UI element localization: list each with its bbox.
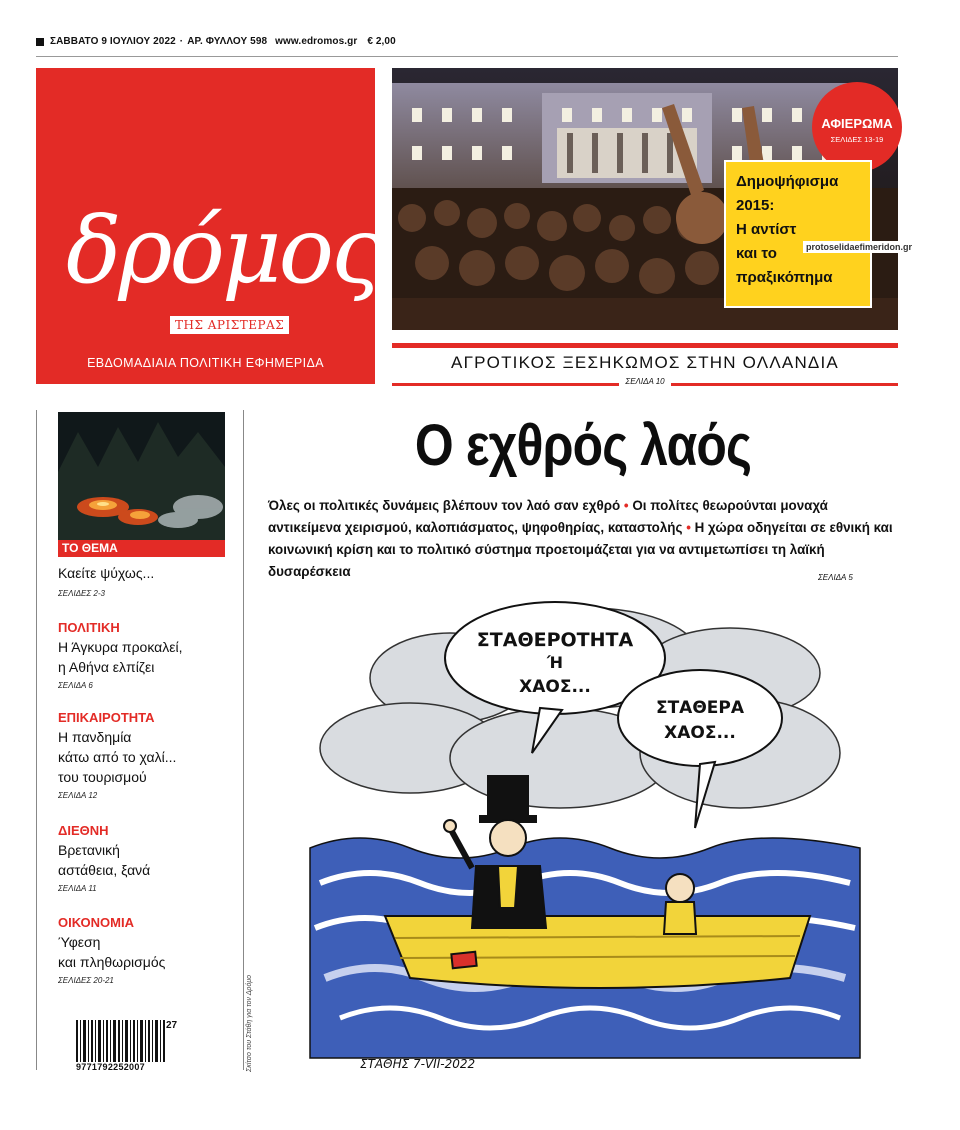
feature-line: Η αντίστ bbox=[736, 221, 797, 238]
issue-date: ΣΑΒΒΑΤΟ 9 ΙΟΥΛΙΟΥ 2022 bbox=[50, 36, 176, 47]
newspaper-logo[interactable]: δρόμος bbox=[66, 197, 380, 304]
lede-part: Όλες οι πολιτικές δυνάμεις βλέπουν τον λαό σαν εχθρό bbox=[268, 498, 621, 513]
feature-line: πραξικόπημα bbox=[736, 269, 833, 286]
referendum-feature-box[interactable] bbox=[724, 160, 872, 308]
story-title: του τουρισμού bbox=[58, 769, 147, 785]
section-label: ΔΙΕΘΝΗ bbox=[58, 823, 109, 838]
story-title: η Αθήνα ελπίζει bbox=[58, 659, 155, 675]
bullet-dot-icon: • bbox=[623, 498, 633, 513]
main-lede bbox=[268, 495, 898, 583]
cartoon-signature: ΣΤΑΘΗΣ 7-VII-2022 bbox=[360, 1057, 476, 1071]
section-label: ΟΙΚΟΝΟΜΙΑ bbox=[58, 915, 134, 930]
kicker-page: ΣΕΛΙΔΑ 10 bbox=[392, 377, 898, 386]
story-title: Καείτε ψύχως... bbox=[58, 565, 155, 581]
feature-line: και το bbox=[736, 245, 777, 262]
divider bbox=[36, 56, 898, 57]
badge-pages: ΣΕΛΙΔΕΣ 13-19 bbox=[830, 135, 884, 144]
issue-code: 27 bbox=[166, 1020, 178, 1031]
badge-title: ΑΦΙΕΡΩΜΑ bbox=[821, 116, 893, 131]
square-bullet-icon bbox=[36, 38, 44, 46]
price: € 2,00 bbox=[367, 36, 396, 47]
watermark: protoselidaefimeridon.gr bbox=[803, 241, 915, 253]
story-pages: ΣΕΛΙΔΕΣ 2-3 bbox=[58, 589, 105, 598]
sidebar-item-economy[interactable] bbox=[58, 915, 238, 985]
section-label: ΠΟΛΙΤΙΚΗ bbox=[58, 620, 120, 635]
story-title: Η Άγκυρα προκαλεί, bbox=[58, 639, 183, 655]
feature-line: Δημοψήφισμα bbox=[736, 173, 839, 190]
bullet-dot-icon: • bbox=[686, 520, 695, 535]
story-title: και πληθωρισμός bbox=[58, 954, 166, 970]
masthead-tagline: ΕΒΔΟΜΑΔΙΑΙΑ ΠΟΛΙΤΙΚΗ ΕΦΗΜΕΡΙΔΑ bbox=[87, 356, 324, 370]
story-pages: ΣΕΛΙΔΑ 12 bbox=[58, 791, 98, 800]
cartoon-credit: Σκίτσο του Στάθη για τον Δρόμο bbox=[246, 974, 253, 1072]
story-title: Βρετανική bbox=[58, 842, 120, 858]
lede-page: ΣΕΛΙΔΑ 5 bbox=[818, 573, 853, 582]
theme-label: ΤΟ ΘΕΜΑ bbox=[58, 540, 225, 557]
political-cartoon[interactable] bbox=[300, 598, 870, 1078]
barcode-number: 9771792252007 bbox=[76, 1062, 145, 1072]
issue-number: ΑΡ. ΦΥΛΛΟΥ 598 bbox=[187, 36, 268, 47]
sidebar-item-theme[interactable] bbox=[58, 563, 238, 598]
divider bbox=[392, 343, 898, 348]
bubble-text: ΧΑΟΣ... bbox=[519, 677, 591, 697]
story-pages: ΣΕΛΙΔΑ 11 bbox=[58, 884, 97, 893]
lede-part: Η χώρα οδηγείται σε εθνική και κοινωνική κρίση και το πολιτικό σύστημα προετοιμάζεται για να αντιμετωπίσει τη λαϊκή δυσαρέσκεια bbox=[268, 520, 893, 579]
kicker-headline[interactable]: ΑΓΡΟΤΙΚΟΣ ΞΕΣΗΚΩΜΟΣ ΣΤΗΝ ΟΛΛΑΝΔΙΑ bbox=[451, 353, 839, 372]
sidebar-item-politics[interactable] bbox=[58, 620, 238, 690]
story-title: Η πανδημία bbox=[58, 729, 132, 745]
story-pages: ΣΕΛΙΔΕΣ 20-21 bbox=[58, 976, 114, 985]
story-title: αστάθεια, ξανά bbox=[58, 862, 151, 878]
top-info-strip bbox=[36, 36, 396, 47]
tribute-badge[interactable] bbox=[812, 82, 902, 172]
logo-subtitle: ΤΗΣ ΑΡΙΣΤΕΡΑΣ bbox=[170, 316, 289, 334]
bubble-text: ΣΤΑΘΕΡΟΤΗΤΑ bbox=[476, 629, 634, 651]
sidebar-item-international[interactable] bbox=[58, 823, 238, 893]
wildfire-photo[interactable] bbox=[58, 412, 225, 540]
bubble-text: Ή bbox=[546, 653, 564, 672]
sidebar-item-current-affairs[interactable] bbox=[58, 710, 238, 800]
lede-part: Οι πολίτες θεωρούνται μοναχά αντικείμενα χειρισμού, καλοπιάσματος, ψηφοθηρίας, καταστολής bbox=[268, 498, 828, 535]
website-link[interactable]: www.edromos.gr bbox=[275, 36, 358, 47]
separator: · bbox=[179, 36, 184, 47]
wildfire-illustration bbox=[58, 412, 225, 540]
barcode bbox=[76, 1020, 166, 1062]
feature-line: 2015: bbox=[736, 197, 775, 214]
story-title: κάτω από το χαλί... bbox=[58, 749, 177, 765]
bubble-text: ΣΤΑΘΕΡΑ bbox=[655, 698, 745, 718]
bubble-text: ΧΑΟΣ... bbox=[664, 723, 736, 743]
section-label: ΕΠΙΚΑΙΡΟΤΗΤΑ bbox=[58, 710, 155, 725]
main-headline[interactable]: Ο εχθρός λαός bbox=[414, 413, 752, 478]
story-pages: ΣΕΛΙΔΑ 6 bbox=[58, 681, 93, 690]
story-title: Ύφεση bbox=[58, 934, 101, 950]
